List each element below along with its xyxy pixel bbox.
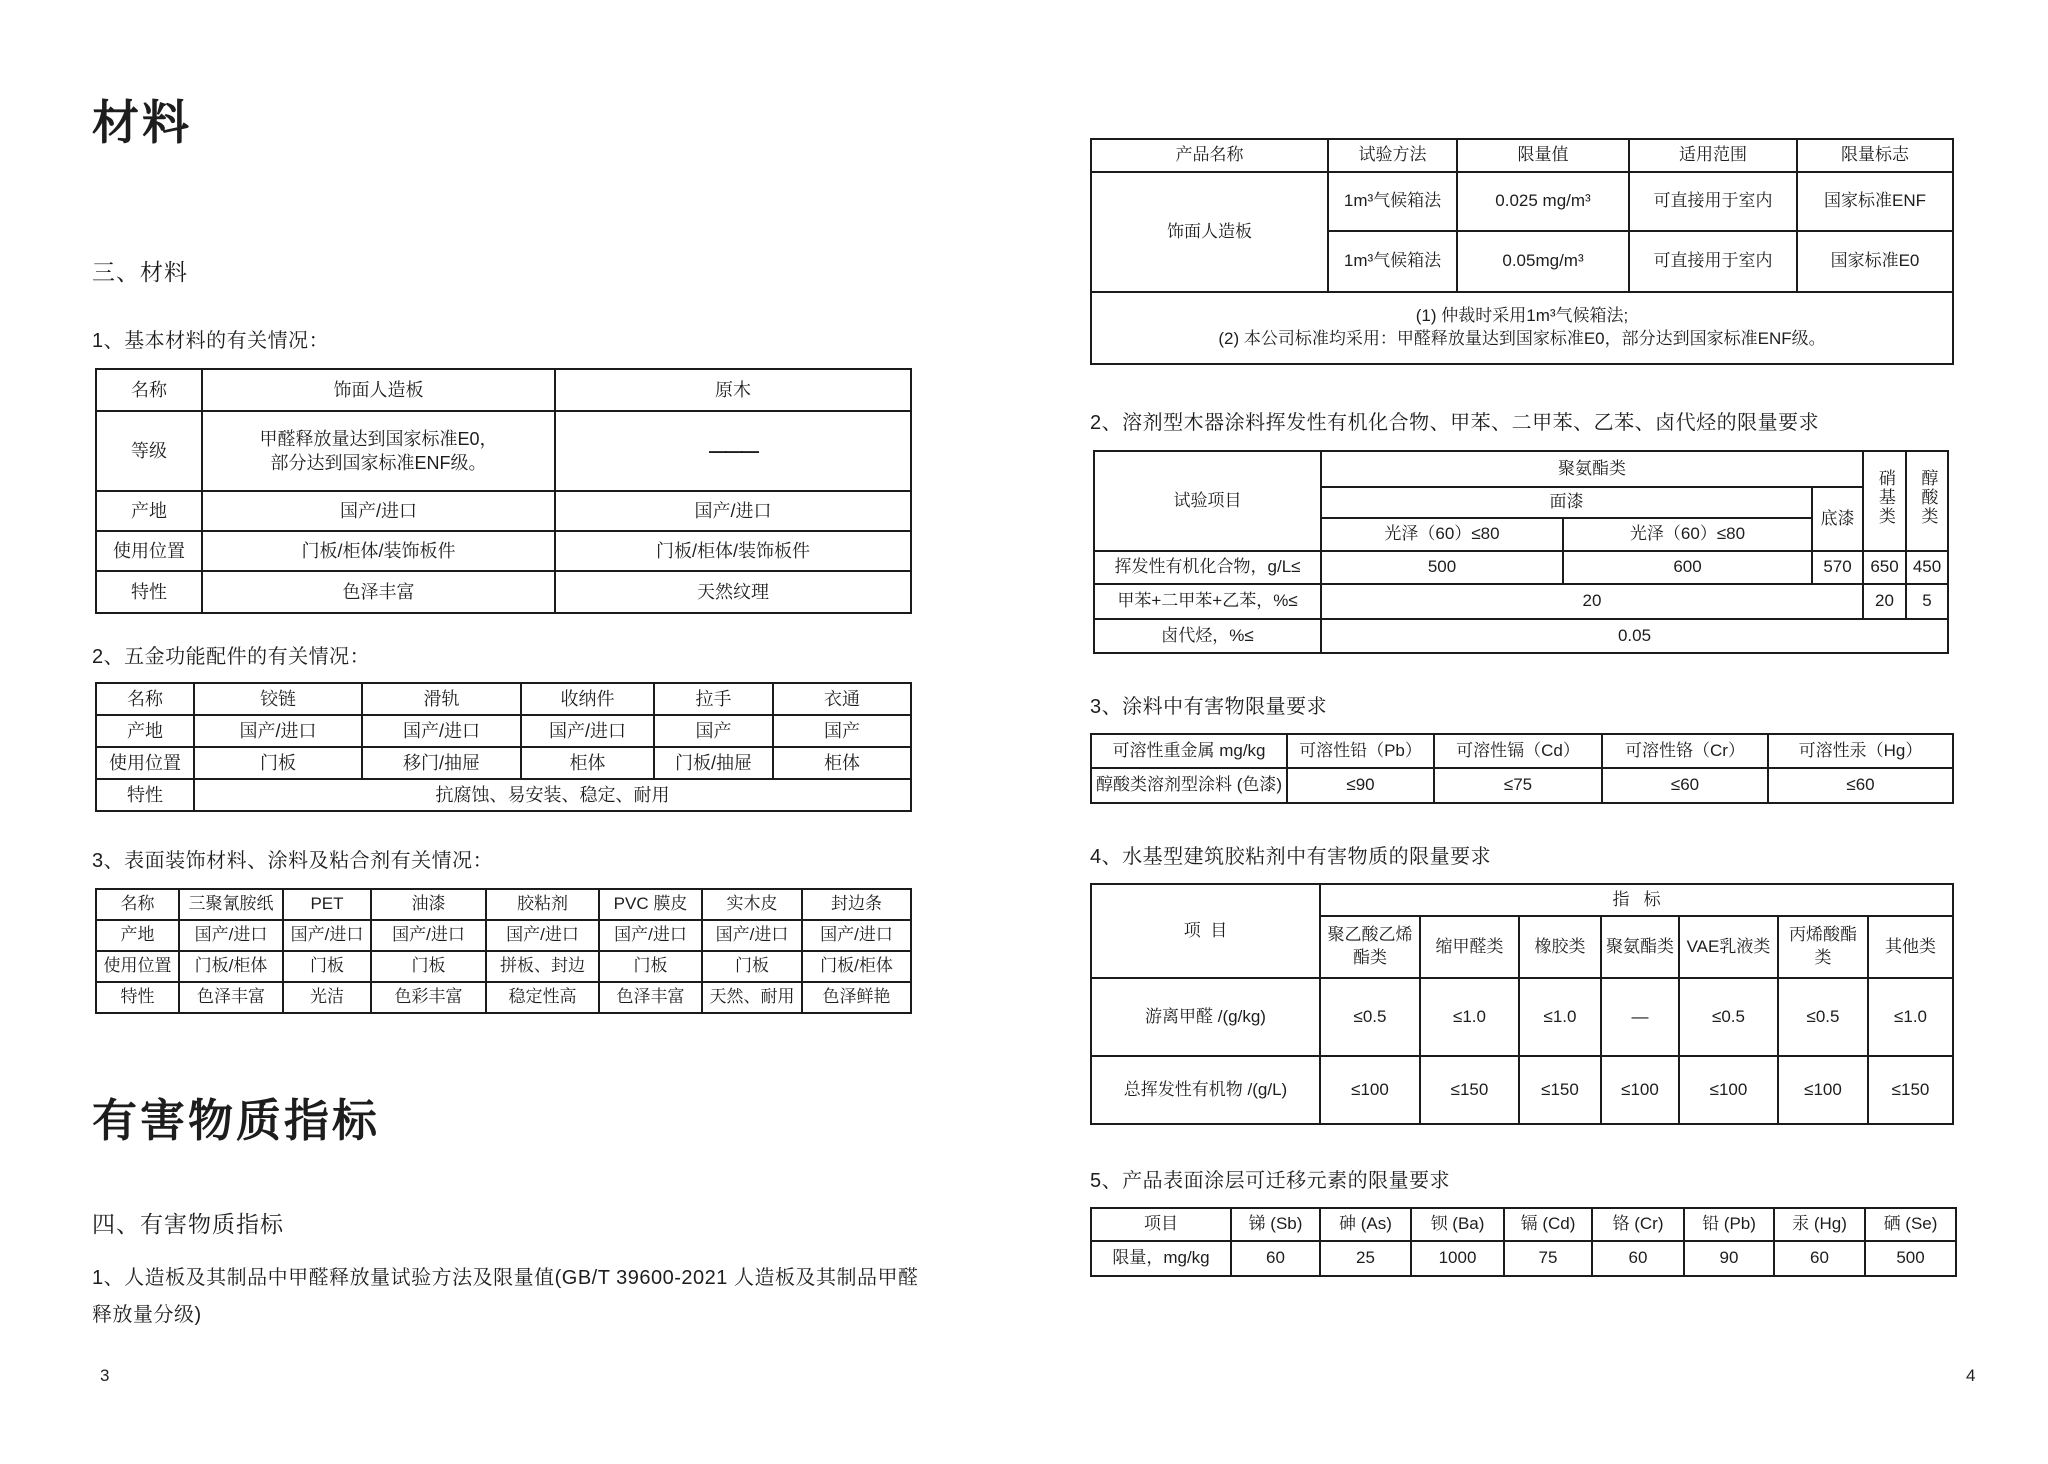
note-line-1: (1) 仲裁时采用1m³气候箱法;: [1415, 306, 1629, 326]
item-heading-coating-harmful: 3、涂料中有害物限量要求: [1090, 696, 1328, 718]
table-cell: 门板/柜体/装饰板件: [555, 531, 911, 571]
table-header-cell: 可溶性汞（Hg）: [1768, 734, 1953, 768]
table-cell: ≤0.5: [1679, 978, 1778, 1056]
table-cell: 色泽丰富: [599, 982, 702, 1013]
table-header-cell: 限量值: [1457, 139, 1629, 172]
table-cell: ≤1.0: [1420, 978, 1519, 1056]
table-header-cell: [1863, 451, 1906, 551]
table-header-cell: 铰链: [194, 683, 362, 715]
table-cell: 可直接用于室内: [1629, 172, 1797, 231]
table-cell: 拼板、封边: [486, 951, 599, 982]
row-label-cell: 特性: [96, 779, 194, 811]
table-header-cell: 名称: [96, 889, 179, 920]
table-cell: 国产/进口: [179, 920, 283, 951]
table-cell: 稳定性高: [486, 982, 599, 1013]
table-header-cell: 其他类: [1868, 916, 1953, 978]
table-row: [96, 715, 911, 747]
table-cell: 0.025 mg/m³: [1457, 172, 1629, 231]
table-cell: 450: [1906, 551, 1948, 584]
table-header-cell: 产品名称: [1091, 139, 1328, 172]
table-cell: 国产: [773, 715, 911, 747]
table-notes-cell: [1091, 292, 1953, 364]
table-cell: 国产/进口: [599, 920, 702, 951]
row-label-cell: 产地: [96, 920, 179, 951]
table-header-cell: 适用范围: [1629, 139, 1797, 172]
table-row: [1091, 734, 1953, 768]
table-cell: 国产/进口: [521, 715, 654, 747]
row-label-cell: 等级: [96, 411, 202, 491]
table-cell: ≤90: [1287, 768, 1434, 803]
grade-line-1: 甲醛释放量达到国家标准E0，: [259, 428, 498, 449]
migratable-elements-table: [1090, 1207, 1957, 1277]
test-item-header-cell: 试验项目: [1094, 451, 1321, 551]
section-heading-harmful: 四、有害物质指标: [92, 1211, 284, 1237]
page-number-left: 3: [100, 1366, 110, 1385]
table-row: [1094, 551, 1948, 584]
table-cell: 门板/柜体/装饰板件: [202, 531, 555, 571]
table-cell: 柜体: [521, 747, 654, 779]
row-label-cell: 卤代烃，%≤: [1094, 619, 1321, 653]
table-cell: ≤150: [1868, 1056, 1953, 1124]
table-cell: 光洁: [283, 982, 371, 1013]
table-header-cell: 镉 (Cd): [1504, 1208, 1592, 1241]
item-header-cell: 项 目: [1091, 884, 1320, 978]
table-cell: ≤1.0: [1519, 978, 1601, 1056]
table-row: [96, 747, 911, 779]
table-cell: —: [1601, 978, 1679, 1056]
table-cell: 60: [1592, 1241, 1684, 1276]
table-cell: 国产/进口: [802, 920, 911, 951]
table-cell: 抗腐蚀、易安装、稳定、耐用: [194, 779, 911, 811]
hardware-table: [95, 682, 912, 812]
table-header-cell: 可溶性铅（Pb）: [1287, 734, 1434, 768]
table-cell: 国产/进口: [702, 920, 802, 951]
table-row: [1091, 768, 1953, 803]
table-header-cell: 丙烯酸酯类: [1778, 916, 1868, 978]
table-header-cell: 聚氨酯类: [1601, 916, 1679, 978]
table-cell: 门板: [702, 951, 802, 982]
table-cell: 60: [1774, 1241, 1865, 1276]
table-cell: 色泽丰富: [202, 571, 555, 613]
table-row: [96, 982, 911, 1013]
vertical-label-nitro: 硝基类: [1875, 469, 1895, 527]
table-cell: ≤60: [1768, 768, 1953, 803]
table-cell: 国产: [654, 715, 773, 747]
table-header-cell: 名称: [96, 683, 194, 715]
table-row: [96, 889, 911, 920]
item-heading-surface: 3、表面装饰材料、涂料及粘合剂有关情况：: [92, 850, 494, 872]
table-cell: 柜体: [773, 747, 911, 779]
adhesive-harmful-table: [1090, 883, 1954, 1125]
table-row: [1091, 1241, 1956, 1276]
table-header-cell: [1906, 451, 1948, 551]
table-row: [96, 491, 911, 531]
table-header-cell: 铬 (Cr): [1592, 1208, 1684, 1241]
table-row: [96, 951, 911, 982]
table-cell: ≤60: [1602, 768, 1768, 803]
table-row: [1094, 451, 1948, 487]
table-header-cell: PET: [283, 889, 371, 920]
table-cell: ≤150: [1420, 1056, 1519, 1124]
table-cell: 60: [1231, 1241, 1320, 1276]
table-header-cell: 聚乙酸乙烯酯类: [1320, 916, 1420, 978]
item-heading-hardware: 2、五金功能配件的有关情况：: [92, 646, 371, 668]
table-cell: ≤100: [1778, 1056, 1868, 1124]
table-header-cell: 光泽（60）≤80: [1321, 518, 1563, 551]
row-label-cell: 使用位置: [96, 747, 194, 779]
table-header-cell: 硒 (Se): [1865, 1208, 1956, 1241]
table-cell: 国产/进口: [555, 491, 911, 531]
row-label-cell: 产地: [96, 715, 194, 747]
table-header-cell: 名称: [96, 369, 202, 411]
table-cell: 1m³气候箱法: [1328, 172, 1457, 231]
table-header-cell: 锑 (Sb): [1231, 1208, 1320, 1241]
table-cell: 90: [1684, 1241, 1774, 1276]
table-header-cell: 可溶性铬（Cr）: [1602, 734, 1768, 768]
table-cell: 国产/进口: [194, 715, 362, 747]
table-header-cell: 项目: [1091, 1208, 1231, 1241]
table-row: [1091, 172, 1953, 231]
table-cell: 20: [1321, 584, 1863, 619]
table-cell: 0.05mg/m³: [1457, 231, 1629, 292]
coating-heavy-metal-table: [1090, 733, 1954, 804]
table-row: [1091, 884, 1953, 916]
table-cell: 75: [1504, 1241, 1592, 1276]
row-label-cell: 醇酸类溶剂型涂料 (色漆): [1091, 768, 1287, 803]
table-cell: 门板/柜体: [179, 951, 283, 982]
item-heading-basic-materials: 1、基本材料的有关情况：: [92, 330, 330, 352]
page-title-harmful-substances: 有害物质指标: [92, 1095, 381, 1146]
table-cell: 天然、耐用: [702, 982, 802, 1013]
table-cell: 门板: [371, 951, 486, 982]
page-number-right: 4: [1966, 1366, 1976, 1385]
table-header-cell: 面漆: [1321, 487, 1812, 518]
table-cell: 500: [1865, 1241, 1956, 1276]
table-header-cell: 橡胶类: [1519, 916, 1601, 978]
table-header-cell: 光泽（60）≤80: [1563, 518, 1812, 551]
table-cell: 0.05: [1321, 619, 1948, 653]
table-cell: 500: [1321, 551, 1563, 584]
surface-materials-table: [95, 888, 912, 1014]
table-header-cell: 可溶性镉（Cd）: [1434, 734, 1602, 768]
table-header-cell: 实木皮: [702, 889, 802, 920]
table-header-cell: 可溶性重金属 mg/kg: [1091, 734, 1287, 768]
table-header-cell: 汞 (Hg): [1774, 1208, 1865, 1241]
table-cell: 国家标准E0: [1797, 231, 1953, 292]
basic-materials-table: [95, 368, 912, 614]
table-cell: 国产/进口: [371, 920, 486, 951]
table-header-cell: 三聚氰胺纸: [179, 889, 283, 920]
indicator-header-cell: 指 标: [1320, 884, 1953, 916]
row-label-cell: 游离甲醛 /(g/kg): [1091, 978, 1320, 1056]
table-cell: 可直接用于室内: [1629, 231, 1797, 292]
table-cell: ≤100: [1601, 1056, 1679, 1124]
table-cell: 5: [1906, 584, 1948, 619]
note-line-2: (2) 本公司标准均采用：甲醛释放量达到国家标准E0，部分达到国家标准ENF级。: [1218, 329, 1826, 348]
table-row: [96, 683, 911, 715]
dash-placeholder: ———: [709, 440, 757, 461]
table-header-cell: 限量标志: [1797, 139, 1953, 172]
table-header-cell: 封边条: [802, 889, 911, 920]
table-row: [96, 369, 911, 411]
table-row: [96, 779, 911, 811]
table-header-cell: 原木: [555, 369, 911, 411]
row-label-cell: 限量，mg/kg: [1091, 1241, 1231, 1276]
table-cell: 色泽丰富: [179, 982, 283, 1013]
table-cell: ≤75: [1434, 768, 1602, 803]
table-cell: 1000: [1411, 1241, 1504, 1276]
table-cell: 门板/抽屉: [654, 747, 773, 779]
table-cell: [202, 411, 555, 491]
table-row: [96, 920, 911, 951]
item-heading-adhesive: 4、水基型建筑胶粘剂中有害物质的限量要求: [1090, 846, 1492, 868]
table-row: [96, 531, 911, 571]
table-cell: 国产/进口: [486, 920, 599, 951]
row-label-cell: 特性: [96, 571, 202, 613]
row-label-cell: 使用位置: [96, 531, 202, 571]
table-cell: 20: [1863, 584, 1906, 619]
table-cell: 门板: [194, 747, 362, 779]
table-row: [1091, 139, 1953, 172]
grade-line-2: 部分达到国家标准ENF级。: [270, 453, 487, 473]
table-cell: ≤150: [1519, 1056, 1601, 1124]
table-cell: 国产/进口: [283, 920, 371, 951]
table-cell: ≤100: [1320, 1056, 1420, 1124]
solvent-coating-table: [1093, 450, 1949, 654]
table-header-cell: PVC 膜皮: [599, 889, 702, 920]
table-cell: 色泽鲜艳: [802, 982, 911, 1013]
table-header-cell: 砷 (As): [1320, 1208, 1411, 1241]
formaldehyde-release-table: [1090, 138, 1954, 365]
page-title-materials: 材料: [92, 96, 192, 149]
table-row: [1094, 619, 1948, 653]
table-cell: ≤1.0: [1868, 978, 1953, 1056]
table-header-cell: 缩甲醛类: [1420, 916, 1519, 978]
table-header-cell: 滑轨: [362, 683, 521, 715]
table-cell: 国产/进口: [362, 715, 521, 747]
item-heading-solvent-coating: 2、溶剂型木器涂料挥发性有机化合物、甲苯、二甲苯、乙苯、卤代烃的限量要求: [1090, 412, 1820, 434]
table-header-cell: 拉手: [654, 683, 773, 715]
row-label-cell: 总挥发性有机物 /(g/L): [1091, 1056, 1320, 1124]
table-header-cell: 钡 (Ba): [1411, 1208, 1504, 1241]
item-heading-formaldehyde-limit: 1、人造板及其制品中甲醛释放量试验方法及限量值(GB/T 39600-2021 人造板及其制品甲醛释放量分级): [92, 1267, 919, 1326]
table-cell: 门板/柜体: [802, 951, 911, 982]
row-label-cell: 产地: [96, 491, 202, 531]
table-cell: 色彩丰富: [371, 982, 486, 1013]
table-row: [1094, 584, 1948, 619]
row-label-cell: 特性: [96, 982, 179, 1013]
table-cell: 1m³气候箱法: [1328, 231, 1457, 292]
table-row: [96, 411, 911, 491]
table-header-cell: 胶粘剂: [486, 889, 599, 920]
table-cell: 600: [1563, 551, 1812, 584]
table-cell: 门板: [599, 951, 702, 982]
table-header-cell: 衣通: [773, 683, 911, 715]
product-name-cell: 饰面人造板: [1091, 172, 1328, 292]
table-header-cell: 聚氨酯类: [1321, 451, 1863, 487]
table-cell: 650: [1863, 551, 1906, 584]
table-header-cell: 饰面人造板: [202, 369, 555, 411]
table-header-cell: 铅 (Pb): [1684, 1208, 1774, 1241]
table-cell: ≤0.5: [1320, 978, 1420, 1056]
row-label-cell: 挥发性有机化合物，g/L≤: [1094, 551, 1321, 584]
table-row: [1091, 1056, 1953, 1124]
item-heading-migration: 5、产品表面涂层可迁移元素的限量要求: [1090, 1170, 1451, 1192]
table-row: [1091, 1208, 1956, 1241]
row-label-cell: 使用位置: [96, 951, 179, 982]
table-header-cell: 油漆: [371, 889, 486, 920]
table-row: [96, 571, 911, 613]
table-cell: 国产/进口: [202, 491, 555, 531]
table-cell: 570: [1812, 551, 1863, 584]
table-cell: ≤100: [1679, 1056, 1778, 1124]
section-heading-materials: 三、材料: [92, 259, 188, 285]
table-row: [1091, 292, 1953, 364]
table-cell: 门板: [283, 951, 371, 982]
table-cell: 25: [1320, 1241, 1411, 1276]
table-row: [1091, 978, 1953, 1056]
row-label-cell: 甲苯+二甲苯+乙苯，%≤: [1094, 584, 1321, 619]
vertical-label-alkyd: 醇酸类: [1918, 469, 1938, 527]
table-cell: ≤0.5: [1778, 978, 1868, 1056]
table-header-cell: VAE乳液类: [1679, 916, 1778, 978]
table-cell: 天然纹理: [555, 571, 911, 613]
table-header-cell: 底漆: [1812, 487, 1863, 551]
table-cell: 国家标准ENF: [1797, 172, 1953, 231]
table-cell: [555, 411, 911, 491]
table-cell: 移门/抽屉: [362, 747, 521, 779]
table-header-cell: 试验方法: [1328, 139, 1457, 172]
table-header-cell: 收纳件: [521, 683, 654, 715]
